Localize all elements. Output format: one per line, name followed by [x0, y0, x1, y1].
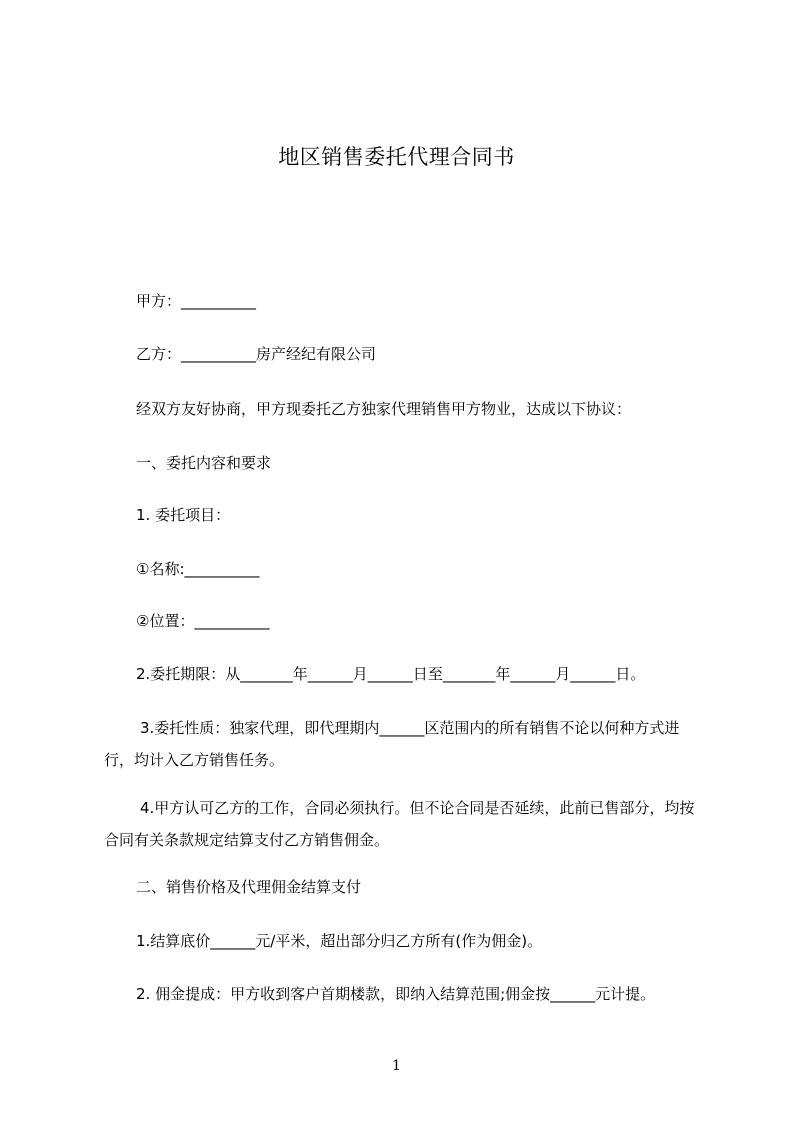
- project-location-field: ②位置：__________: [136, 612, 270, 630]
- section-1-item-2: 2.委托期限：从_______年______月______日至_______年______月______日。: [136, 665, 646, 683]
- section-2-item-2: 2. 佣金提成：甲方收到客户首期楼款，即纳入结算范围;佣金按______元计提。: [136, 985, 656, 1003]
- party-b-line: 乙方：__________房产经纪有限公司: [136, 345, 377, 363]
- section-2-heading: 二、销售价格及代理佣金结算支付: [136, 878, 362, 896]
- document-title: 地区销售委托代理合同书: [278, 145, 515, 169]
- section-2-item-1: 1.结算底价______元/平米，超出部分归乙方所有(作为佣金)。: [136, 932, 543, 950]
- section-1-item-1: 1. 委托项目：: [136, 506, 231, 524]
- party-a-line: 甲方：__________: [136, 292, 257, 310]
- project-name-field: ①名称:__________: [136, 560, 260, 578]
- section-1-item-4: 4.甲方认可乙方的工作，合同必须执行。但不论合同是否延续，此前已售部分，均按合同有关条款规定结算支付乙方销售佣金。: [104, 799, 695, 849]
- section-1-heading: 一、委托内容和要求: [136, 454, 272, 472]
- intro-paragraph: 经双方友好协商，甲方现委托乙方独家代理销售甲方物业，达成以下协议：: [136, 400, 632, 418]
- page-number: 1: [392, 1058, 401, 1074]
- section-1-item-3: 3.委托性质：独家代理，即代理期内______区范围内的所有销售不论以何种方式进行，均计入乙方销售任务。: [104, 719, 680, 769]
